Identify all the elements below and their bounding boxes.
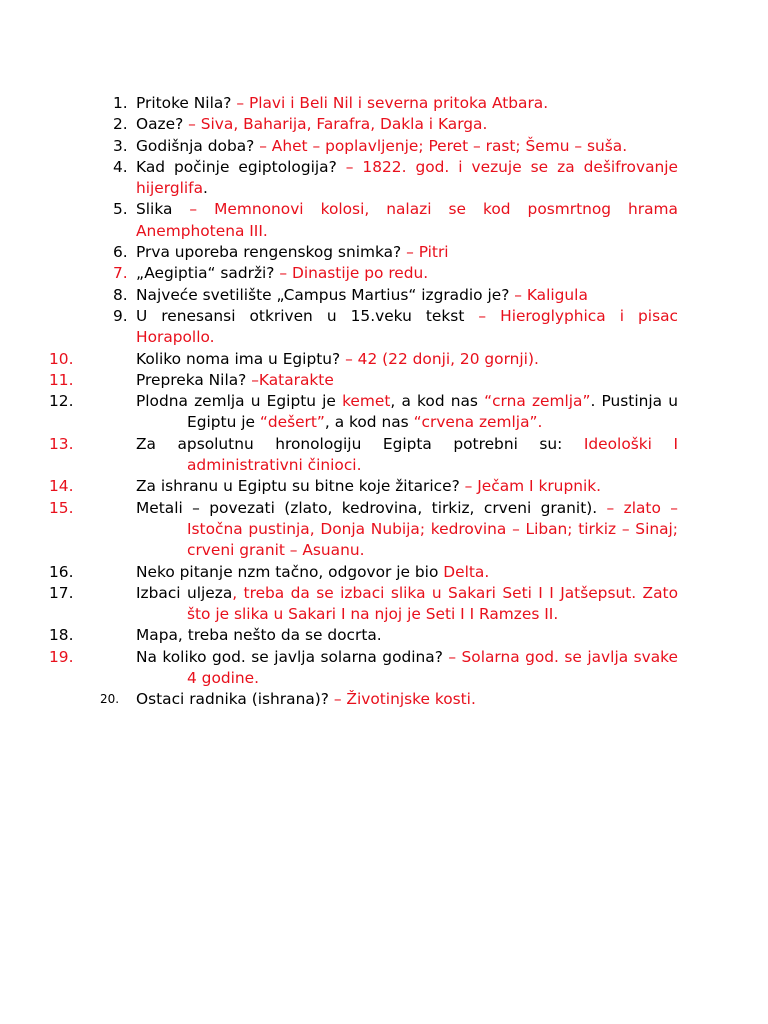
item-number: 8. [113,285,128,304]
question-text: . [203,179,208,198]
question-text: Najveće svetilište „Campus Martius“ izgradio je? [136,285,515,304]
question-text: Izbaci uljeza [136,583,233,602]
answer-text: Ideološki I administrativni činioci. [187,434,678,475]
answer-text: – Plavi i Beli Nil i severna pritoka Atbara. [236,94,549,112]
list-item: 16. Neko pitanje nzm tačno, odgovor je bio Delta. [49,562,490,581]
question-text: Pritoke Nila? [136,94,237,112]
answer-text: “crna zemlja” [484,392,591,411]
answer-text: – Siva, Baharija, Farafra, Dakla i Karga. [188,115,488,134]
item-number: 5. [113,200,128,219]
list-item [100,689,678,710]
question-text: Plodna zemlja u Egiptu je [136,392,343,411]
question-text: Mapa, treba nešto da se docrta. [136,626,382,645]
list-item [100,306,678,349]
list-item [100,114,678,135]
answer-text: –Katarakte [251,370,334,389]
answer-text: – Hieroglyphica i pisac Horapollo. [136,306,678,347]
list-item: 10. Koliko noma ima u Egiptu? – 42 (22 donji, 20 gornji). [49,349,539,368]
question-text: Prva uporeba rengenskog snimka? [136,243,407,262]
answer-text: – zlato – Istočna pustinja, Donja Nubija; kedrovina – Liban; tirkiz – Sinaj; crveni granit – Asuanu. [187,498,678,560]
item-number: 20. [100,692,120,707]
list-item [100,136,678,157]
answer-text: – Dinastije po redu. [279,264,429,283]
question-text: , a kod nas [390,392,485,411]
question-text: U renesansi otkriven u 15.veku tekst [136,306,479,325]
question-text: . Pustinja u Egiptu je [187,392,678,432]
answer-text: – Ahet – poplavljenje; Peret – rast; Šemu – suša. [259,136,628,155]
question-text: „Aegiptia“ sadrži? [136,264,280,283]
item-number: 1. [113,94,128,112]
answer-text: , treba da se izbaci slika u Sakari Seti I I Jatšepsut. Zato što je slika u Sakari I na njoj je Seti I I Ramzes II. [187,583,678,624]
question-text: Oaze? [136,115,189,134]
list-item: 17. Izbaci uljeza, treba da se izbaci slika u Sakari Seti I I Jatšepsut. Zato što je slika u Sakari I na njoj je Seti I I Ramzes II. [49,583,678,624]
question-text: Godišnja doba? [136,136,260,155]
question-text: , a kod nas [324,413,414,432]
list-item: 18. Mapa, treba nešto da se docrta. [49,626,382,645]
answer-text: kemet [342,392,391,411]
numbered-question-list [49,93,678,711]
question-text: Ostaci radnika (ishrana)? [136,690,334,709]
list-item [100,285,678,306]
question-text: Na koliko god. se javlja solarna godina? [136,647,449,666]
item-number: 6. [113,243,128,262]
question-text: Za ishranu u Egiptu su bitne koje žitarice? [136,477,465,496]
list-item [100,199,678,242]
list-item: 14. Za ishranu u Egiptu su bitne koje žitarice? – Ječam I krupnik. [49,477,602,496]
item-number: 2. [113,115,128,134]
list-item [100,263,678,284]
list-item: 11. Prepreka Nila? –Katarakte [49,370,334,389]
list-item [100,157,678,200]
item-number: 4. [113,157,128,176]
answer-text: Delta. [443,562,490,581]
list-item: 19. Na koliko god. se javlja solarna godina? – Solarna god. se javlja svake 4 godine. [49,647,678,688]
list-item: 15. Metali – povezati (zlato, kedrovina, tirkiz, crveni granit). – zlato – Istočna pustinja, Donja Nubija; kedrovina – Liban; tirkiz – Sinaj; crveni granit – Asuanu. [49,498,678,560]
answer-text: “dešert” [259,413,325,432]
question-text: Neko pitanje nzm tačno, odgovor je bio [136,562,444,581]
question-text: Za apsolutnu hronologiju Egipta potrebni su: [136,434,584,453]
question-text: Koliko noma ima u Egiptu? [136,349,346,368]
list-item [100,242,678,263]
list-item [100,93,678,114]
answer-text: – Memnonovi kolosi, nalazi se kod posmrtnog hrama Anemphotena III. [136,200,678,240]
question-text: Kad počinje egiptologija? [136,157,346,176]
answer-text: – Ječam I krupnik. [464,477,602,496]
answer-text: – Pitri [406,243,449,262]
answer-text: – 42 (22 donji, 20 gornji). [345,349,539,368]
item-number: 7. [113,264,128,283]
answer-text: – Kaligula [514,285,588,304]
list-item: 13. Za apsolutnu hronologiju Egipta potrebni su: Ideološki I administrativni činioci. [49,434,678,475]
answer-text: – Životinjske kosti. [333,690,476,709]
answer-text: – Solarna god. se javlja svake 4 godine. [187,647,678,688]
answer-text: – 1822. god. i vezuje se za dešifrovanje hijerglifa [136,157,678,198]
list-item: 12. Plodna zemlja u Egiptu je kemet, a kod nas “crna zemlja”. Pustinja u Egiptu je “dešert”, a kod nas “crvena zemlja”. [49,392,678,432]
question-text: Prepreka Nila? [136,370,252,389]
item-number: 9. [113,306,128,325]
answer-text: “crvena zemlja”. [413,413,543,432]
item-number: 3. [113,136,128,155]
question-text: Metali – povezati (zlato, kedrovina, tirkiz, crveni granit). [136,498,607,517]
question-text: Slika [136,200,190,219]
